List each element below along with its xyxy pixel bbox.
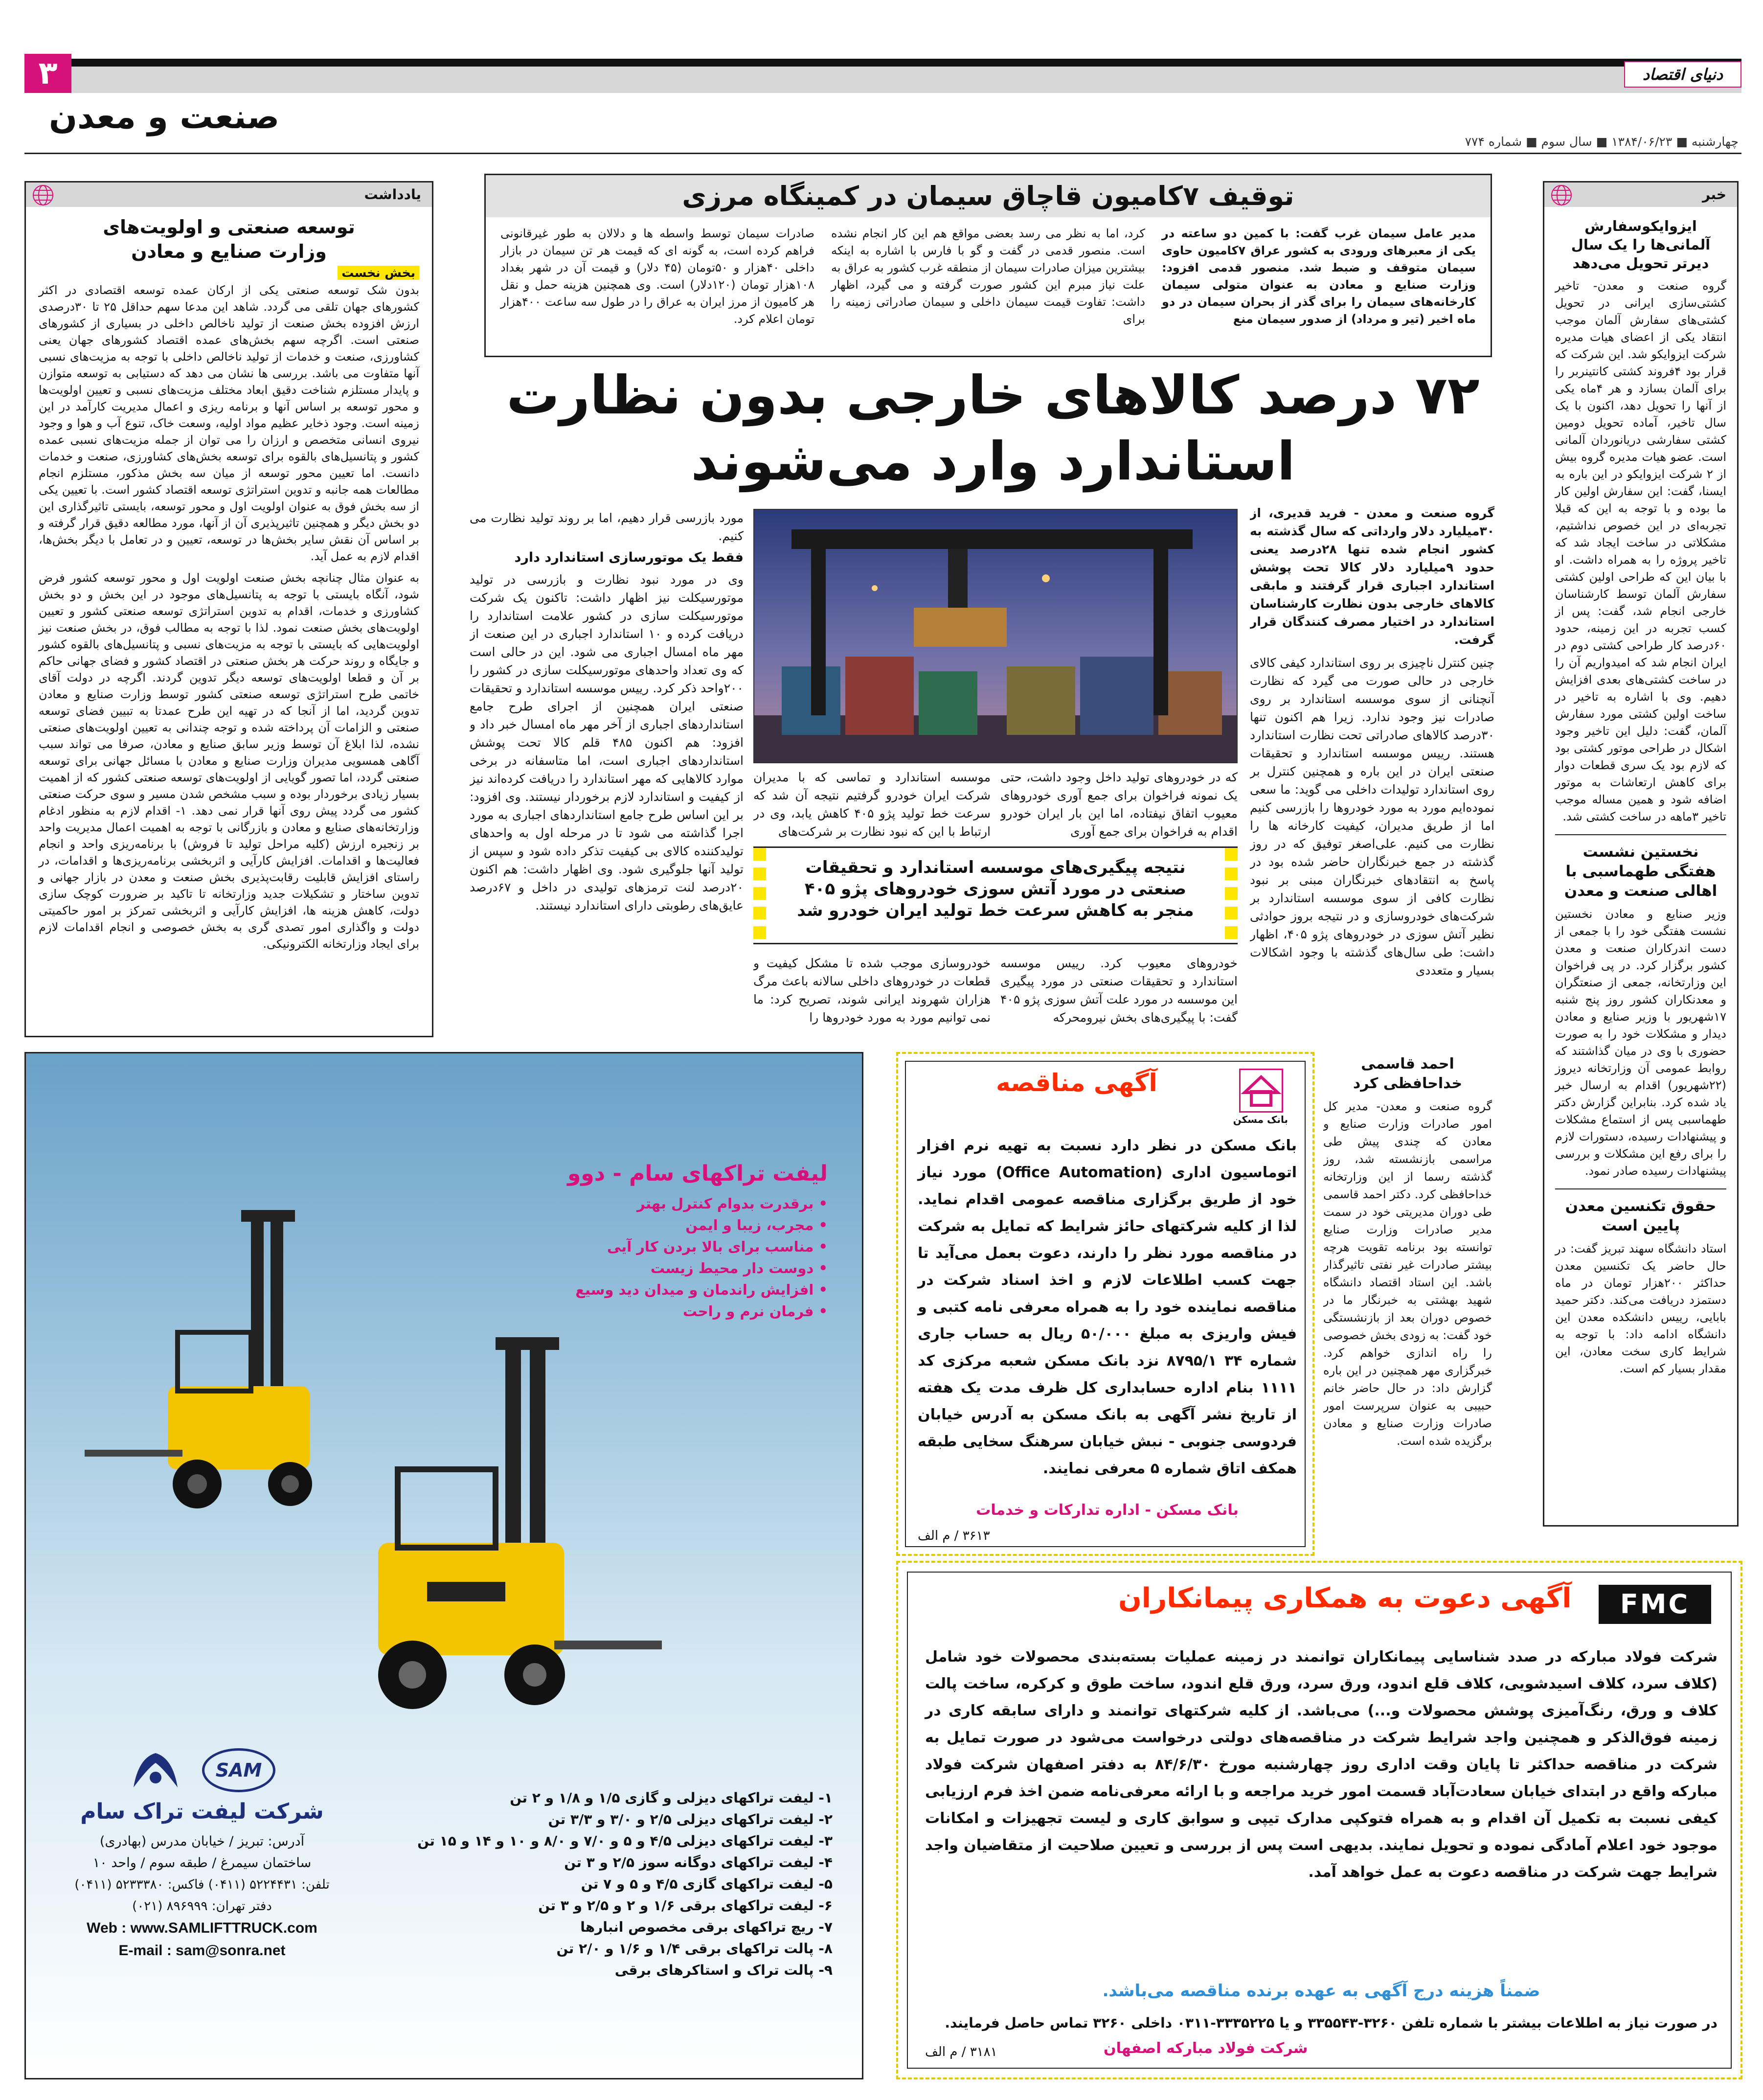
fmc-title: آگهی دعوت به همکاری پیمانکاران [1118,1582,1572,1614]
house-icon [1241,1070,1282,1111]
sam-email[interactable]: E-mail : sam@sonra.net [118,1942,286,1959]
fmc-code: ۳۱۸۱ / م الف [925,2045,997,2059]
product-item: ۴- لیفت تراکهای دوگانه سوز ۲/۵ و ۳ تن [564,1854,833,1871]
motorcycle-subhead: فقط یک موتورسازی استاندارد دارد [514,550,744,565]
main-lead: گروه صنعت و معدن - فرید قدیری، از ۳۰میلیارد دلار وارداتی که سال گذشته به کشور انجام شده تنها ۲۸درصد یعنی حدود ۹میلیارد دلار کالا تحت پوشش استاندارد اجباری قرار گرفتند و مابقی کالاهای خارجی بدون نظارت کارشناسان استاندارد در اختیار مصرف کنندگان قرار گرفت. [1250,506,1494,647]
sam-product-list [383,1787,833,1981]
fmc-signature: شرکت فولاد مبارکه اصفهان [1104,2040,1308,2057]
masthead-logo: دنیای اقتصاد [1624,61,1741,88]
feature-item: • مناسب برای بالا بردن کار آیی [567,1236,828,1257]
pull-quote-text: نتیجه پیگیری‌های موسسه استاندارد و تحقیقات صنعتی در مورد آتش سوزی خودروهای پژو ۴۰۵ منجر به کاهش سرعت خط تولید ایران خودرو شد [797,858,1194,920]
dateline: چهارشنبه ■ ۱۳۸۴/۰۶/۲۳ ■ سال سوم ■ شماره ۷۷۴ [1465,135,1739,149]
news-divider [1555,1188,1726,1189]
news-column [1543,181,1739,1527]
fmc-ad [896,1561,1742,2079]
main-col-b-body: وی در مورد نبود نظارت و بازرسی در تولید موتورسیکلت نیز اظهار داشت: تاکنون یک شرکت موتورسیکلت سازی در کشور علامت استاندارد را دریافت کرده و ۱۰ استاندارد اجباری در این صنعت از مهر ماه امسال اجباری می شود. این در حالی است که وی تعداد واحدهای موتورسیکلت سازی در کشور را ۲۰۰واحد ذکر کرد. رییس موسسه استاندارد و تحقیقات صنعتی ایران همچنین از اجرای طرح جامع استانداردهای اجباری از آخر مهر ماه امسال خبر داد و افزود: هم اکنون ۴۸۵ قلم کالا تحت پوشش استانداردهای اجباری است، اما متاسفانه در برخی موارد کالاهایی که مهر استاندارد را دریافت کرده‌اند نیز از کیفیت و استاندارد لازم برخوردار نیستند. وی افزود: بر این اساس طرح جامع استانداردهای اجباری به مورد اجرا گذاشته می شود تا در مرحله اول به واحدهای تولیدکننده کالای بی کیفیت تذکر داده شود و سپس از تولید آنها جلوگیری شود. وی اظهار داشت: هم اکنون ۲۰درصد لنت ترمزهای تولیدی در داخل و ۶۷درصد عایق‌های رطوبتی دارای استاندارد نیستند. [470,572,744,913]
main-col-c: که در خودروهای تولید داخل وجود داشت، حتی یک نمونه فراخوان برای جمع آوری خودروهای معیوب اتفاق نیفتاده، اما این بار ایران خودرو اقدام به فراخوان برای جمع آوری [1000,770,1238,839]
editorial-body-1: بدون شک توسعه صنعتی یکی از ارکان عمده توسعه اقتصادی در اکثر کشورهای جهان تلقی می گردد. شاهد این مدعا سهم حداقل ۲۵ تا ۳۰درصدی ارزش افزوده بخش صنعت از تولید ناخالص داخلی در بسیاری از کشورهای صنعتی است. اگرچه سهم بخش‌های عمده اقتصاد کشورهای جهان یعنی کشاورزی، صنعت و خدمات از تولید ناخالص داخلی با توجه به مزیت‌های نسبی آنها متفاوت می باشد. بررسی ها نشان می دهد که دستیابی به توسعه متوازن و پایدار مستلزم شناخت دقیق ابعاد مختلف مزیت‌های نسبی و تعیین اولویت‌ها و محور توسعه بر اساس آنها و برنامه ریزی و اعمال مدیریت کارآمد در این زمینه است. وجود ذخایر عظیم مواد اولیه، وسعت خاک، تنوع آب و هوا و وجود نیروی انسانی متخصص و ارزان را می توان از جمله مزیت‌های نسبی عمده کشور و پتانسیل‌های بالقوه برای توسعه بخش‌های کشاورزی، صنعت و خدمات دانست. اما تعیین محور توسعه از میان سه بخش مذکور، مستلزم انجام مطالعات همه جانبه و تدوین استراتژی توسعه اقتصاد کشور است. با تعیین یکی از سه بخش فوق به عنوان اولویت اول و محور توسعه، بایستی تاثیرگذاری این دو بخش دیگر و همچنین تاثیرپذیری آن از آنها، مورد مطالعه دقیق قرار گرفته و بر اساس آن نقش سایر بخش‌ها در توسعه، تعیین و در تعامل با دیگر بخش‌ها، اقدام لازم به عمل آید. [39,283,420,563]
fmc-body: شرکت فولاد مبارکه در صدد شناسایی پیمانکاران توانمند در زمینه عملیات بسته‌بندی محصولات خود شامل (کلاف سرد، کلاف اسیدشویی، کلاف قلع اندود، ورق سرد، ورق قلع اندود، ساخت طوق و کرکره، ساخت پالت کلاف و ورق، رنگ‌آمیزی پوشش محصولات و...) می‌باشد. از کلیه شرکتهای توانمند و دارای سابقه کاری در زمینه فوق‌الذکر و همچنین واجد شرایط شرکت در مناقصه‌های دولتی درخواست می‌شود در صورت تمایل به شرکت در مناقصه حداکثر تا پایان وقت اداری روز چهارشنبه مورخ ۸۴/۶/۳۰ به دفتر اصفهان شرکت فولاد مبارکه واقع در ابتدای خیابان سعادت‌آباد قسمت امور خرید مراجعه و با ارائه معرفی‌نامه ضمن اخذ فرم ارزیابی کیفی نسبت به تکمیل آن اقدام و به همراه فتوکپی مدارک تیپی و سوابق کاری و لیست تجهیزات و امکانات موجود خود اعلام آمادگی نموده و تحویل نمایند. بدیهی است پس از بررسی و تعیین صلاحیت از متقاضیان واجد شرایط جهت شرکت در مناقصه دعوت به عمل خواهد آمد. [925,1648,1718,1881]
news-tag-label: خبر [1702,186,1726,203]
news-3-body: استاد دانشگاه سهند تبریز گفت: در حال حاضر یک تکنسین معدن حداکثر ۲۰۰هزار تومان در ماه دستمزد دریافت می‌کند. دکتر حمید بابایی، رییس دانشکده معدن این دانشگاه ادامه داد: با توجه به شرایط کاری سخت معادن، این مقدار بسیار کم است. [1555,1242,1726,1375]
editorial-tag [26,183,432,207]
product-item: ۷- ریچ تراکهای برقی مخصوص انبارها [580,1919,833,1935]
tender-code: ۳۶۱۳ / م الف [918,1529,990,1543]
globe-icon [1550,184,1573,206]
editorial-body-2: به عنوان مثال چنانچه بخش صنعت اولویت اول و محور توسعه کشور فرض شود، آنگاه بایستی با توجه به پتانسیل‌های موجود در این بخش و دو بخش کشاورزی و خدمات، اقدام به تدوین استراتژی توسعه صنعتی کشور و تعیین اولویت‌های بخش صنعت نمود. لذا با توجه به مطالب فوق، در بخش صنعت نیز اولویت‌هایی که بایستی با توجه به مزیت‌های نسبی و پتانسیل‌های بالقوه کشور و جایگاه و روند حرکت هر بخش صنعتی در اقتصاد کشور و فضای جهانی حاکم بر آن و قطعا اولویت‌های توسعه دیگر تدوین گردند. اگرچه در دولت آقای خاتمی طرح استراتژی توسعه صنعتی کشور توسط وزارت صنایع و معادن تدوین گردید، اما از آنجا که در تهیه این طرح عمدتا به تبیین فضای توسعه صنعتی و الزامات آن پرداخته شده و توجه چندانی به تعیین اولویت‌های صنعتی نشده، لذا ابلاغ آن توسط وزیر سابق صنایع و معادن، صرفا می تواند سبب آگاهی همسویی مدیران وزارت صنایع و معادن با مسائل جهانی برای توسعه صنعتی گردد، اما تصور گویایی از اولویت‌های توسعه صنعتی کشور که از اهمیت بسیار زیادی برخوردار بوده و سبب مشخص شدن مسیر و سوی حرکت صنعتی کشور می گردد پیش روی آنها قرار نمی دهد. ۱- اقدام لازم به منظور ادغام وزارتخانه‌های صنایع و معادن و بازرگانی با توجه به اهمیت اعمال مدیریت واحد بر زنجیره ارزش (کلیه مراحل تولید تا فروش) با برنامه‌ریزی واحد و انجام فعالیت‌ها و اقدامات. افزایش کارآیی و اثربخشی برنامه‌ریزی‌ها و اقدامات، در راستای افزایش قابلیت رقابت‌پذیری بخش صنعت و معدن در بازار جهانی و تدوین ساختار و تشکیلات جدید وزارتخانه تا تاکید بر ضرورت کوچک سازی دولت، کاهش هزینه ها، افزایش کارآیی و اثربخشی تمرکز بر امور حاکمیتی دولت و واگذاری امور تصدی گری به بخش خصوصی و انجام اقدامات لازم برای ایجاد وزارتخانه الکترونیکی. [39,571,419,951]
tender-body: بانک مسکن در نظر دارد نسبت به تهیه نرم افزار اتوماسیون اداری (Office Automation) مورد نیاز خود از طریق برگزاری مناقصه عمومی اقدام نماید. لذا از کلیه شرکتهای حائز شرایط که تمایل به شرکت در مناقصه مورد نظر را دارند، دعوت بعمل می‌آید تا جهت کسب اطلاعات لازم و اخذ اسناد شرکت در مناقصه نماینده خود را به همراه معرفی نامه کتبی و فیش واریزی به مبلغ ۵۰/۰۰۰ ریال به حساب جاری شماره ۳۴ ۸۷۹۵/۱ نزد بانک مسکن شعبه مرکزی کد ۱۱۱۱ بنام اداره حسابداری کل ظرف مدت یک هفته از تاریخ نشر آگهی به بانک مسکن به آدرس خیابان فردوسی جنوبی - نبش خیابان سرهنگ سخایی طبقه همکف اتاق شماره ۵ معرفی نمایند. [918,1137,1297,1477]
globe-icon [32,184,54,206]
sam-company-block [70,1748,334,1962]
section-title: صنعت و معدن [49,98,280,137]
tender-signature: بانک مسکن - اداره تدارکات و خدمات [976,1502,1239,1519]
sam-tel: تلفن: ۵۲۲۴۴۳۱ (۰۴۱۱) فاکس: ۵۲۳۳۳۸۰ (۰۴۱۱) [74,1877,330,1892]
news-divider [1555,834,1726,835]
product-item: ۳- لیفت تراکهای دیزلی ۴/۵ و ۵ و ۷/۰ و ۸/۰ و ۱۰ و ۱۴ و ۱۵ تن [417,1833,833,1849]
daewoo-logo-icon [129,1748,182,1792]
feature-item: • مجرب، زیبا و ایمن [567,1214,828,1236]
sam-address-2: ساختمان سیمرغ / طبقه سوم / واحد ۱۰ [92,1855,312,1871]
main-col-a-body: چنین کنترل ناچیزی بر روی استاندارد کیفی کالای خارجی در حالی صورت می گیرد که نظارت آنچنانی از سوی موسسه استاندارد بر روی صادرات نیز وجود ندارد. زیرا هم اکنون تنها ۳۰درصد کالاهای صادراتی تحت نظارت استاندارد هستند. رییس موسسه استاندارد و تحقیقات صنعتی ایران در این باره و همچنین کنترل بر روی استاندارد تولیدات داخلی می گوید: ما سعی نموده‌ایم مورد به مورد خودروها را بازرسی کنیم اما از طریق مدیران، کیفیت کارخانه ها را نظارت می کنیم. علی‌اصغر توفیق که در روز گذشته در جمع خبرنگاران حاضر شده بود در پاسخ به انتقادهای خبرنگاران مبنی بر نبود نظارت کافی از سوی موسسه استاندارد بر شرکت‌های خودروسازی و در نتیجه بروز حوادثی نظیر آتش سوزی در خودروهای پژو ۴۰۵، اظهار داشت: طی سال‌های گذشته با وجود اشکالات بسیار و متعددی [1250,656,1494,978]
ghasemi-title-1: احمد قاسمی [1361,1055,1454,1073]
feature-item: • افزایش راندمان و میدان دید وسیع [567,1279,828,1301]
main-col-d: موسسه استاندارد و تماسی که با مدیران شرکت ایران خودرو گرفتیم نتیجه آن شد که سرعت خط تولید پژو ۴۰۵ کاهش یابد، وی در ارتباط با این که نبود نظارت بر شرکت‌های [753,770,991,839]
smuggling-story-box [484,174,1492,357]
tender-ad [896,1052,1314,1556]
news-3-title: حقوق تکنسین معدن پایین است [1565,1197,1717,1234]
editorial-title-2: وزارت صنایع و معادن [131,241,327,262]
fmc-contact: در صورت نیاز به اطلاعات بیشتر با شماره تلفن ۳۲۶۰-۳۳۵۵۴۳ و یا ۳۳۳۵۲۲۵-۰۳۱۱ داخلی ۳۲۶۰ تماس حاصل فرمایند. [945,2015,1718,2031]
editorial-title-1: توسعه صنعتی و اولویت‌های [103,216,355,238]
tender-title: آگهی مناقصه [996,1069,1157,1097]
product-item: ۵- لیفت تراکهای گازی ۴/۵ و ۵ و ۷ تن [581,1876,833,1892]
forklift-feature-list [567,1161,828,1322]
product-item: ۲- لیفت تراکهای دیزلی ۲/۵ و ۳/۰ و ۳/۳ تن [548,1811,833,1827]
ghasemi-title-2: خداحافظی کرد [1353,1075,1463,1092]
pull-quote-box [753,846,1238,944]
container-port-image [753,510,1237,763]
bank-name: بانک مسکن [1233,1114,1288,1125]
forklift-ad [24,1052,863,2079]
header-band [24,67,1741,93]
feature-item: • فرمان نرم و راحت [567,1301,828,1322]
sam-web[interactable]: Web : www.SAMLIFTTRUCK.com [87,1920,317,1936]
editorial-part-tag: بخش نخست [338,266,419,280]
main-col-b [470,509,744,1032]
main-headline-1: ۷۲ درصد کالاهای خارجی بدون نظارت [506,365,1480,426]
smuggling-col-2: کرد، اما به نظر می رسد بعضی مواقع هم این کار انجام نشده است. منصور قدمی در گفت و گو با فارس با اشاره به اینکه بیشترین میزان صادرات سیمان از منطقه غرب کشور به عراق به علت نیاز مبرم این کشور صورت گرفته و می گیرد، اظهار داشت: تفاوت قیمت سیمان داخلی و سیمان صادراتی زمینه را برای [831,227,1145,326]
fmc-logo: FMC [1599,1585,1711,1624]
yellow-stripes [1225,848,1238,943]
fmc-note: ضمناً هزینه درج آگهی به عهده برنده مناقصه می‌باشد. [1102,1981,1540,2001]
header-divider [24,153,1741,154]
product-item: ۸- پالت تراکهای برقی ۱/۴ و ۱/۶ و ۲/۰ تن [556,1940,833,1957]
sam-company-name: شرکت لیفت تراک سام [80,1799,324,1824]
header-rule [24,59,1741,67]
news-2-body: وزیر صنایع و معادن نخستین نشست هفتگی خود را با جمعی از دست اندرکاران صنعت و معدن کشور برگزار کرد. در پی فراخوان این وزارتخانه، جمعی از صنعتگران و معدنکاران کشور روز پنج شنبه ۱۷شهریور با وزیر صنایع و معادن دیدار و مشکلات خود را به صورت حضوری با وی در میان گذاشتند که روابط عمومی آن وزارتخانه دیروز (۲۲شهریور) اقدام به ارسال خبر یاد شده کرد. بنابراین گزارش دکتر طهماسبی پس از استماع مشکلات و پیشنهادات رسیده، دستورات لازم را برای رفع این مشکلات و بررسی پیشنهادات رسیده صادر نمود. [1555,907,1726,1178]
main-col-b-top: مورد بازرسی قرار دهیم، اما بر روند تولید نظارت می کنیم. [470,511,744,543]
feature-item: • برقدرت بدوام کنترل بهتر [567,1193,828,1214]
editorial-tag-label: یادداشت [364,186,421,203]
main-bottom-2: خودروسازی موجب شده تا مشکل کیفیت و قطعات در خودروهای داخلی سالانه باعث مرگ هزاران شهروند ایرانی شوند، تصریح کرد: ما نمی توانیم مورد به مورد خودروها را [753,956,991,1025]
sam-logo: SAM [202,1748,275,1792]
forklift-ad-title: لیفت تراکهای سام - دوو [567,1161,828,1186]
smuggling-col-1: مدیر عامل سیمان غرب گفت: با کمین دو ساعته در یکی از معبرهای ورودی به کشور عراق ۷کامیون حاوی سیمان متوقف و ضبط شد. منصور قدمی افزود: وزارت صنایع و معادن به عنوان متولی سیمان کارخانه‌های سیمان را برای گذر از بحران سیمان در دو ماه اخیر (تیر و مرداد) از صدور سیمان منع [1162,227,1476,326]
product-item: ۹- پالت تراک و استاکرهای برقی [614,1962,833,1978]
page-number: ۳ [24,54,71,93]
news-2-title: نخستین نشست هفتگی طهماسبی با اهالی صنعت و معدن [1564,843,1718,900]
smuggling-title: توقیف ۷کامیون قاچاق سیمان در کمینگاه مرزی [486,175,1491,217]
ghasemi-body: گروه صنعت و معدن- مدیر کل امور صادرات وزارت صنایع و معادن که چندی پیش طی مراسمی بازنشسته شد، روز گذشته رسما از این وزارتخانه خداحافظی کرد. دکتر احمد قاسمی طی دوران مدیریتی خود در سمت مدیر صادرات وزارت صنایع توانسته بود برنامه تقویت هرچه بیشتر صادرات غیر نفتی تاثیرگذار باشد. این استاد اقتصاد دانشگاه شهید بهشتی به خبرنگار ما در خصوص دوران بعد از بازنشستگی خود گفت: به زودی بخش خصوصی را راه اندازی خواهم کرد. خبرگزاری مهر همچنین در این باره گزارش داد: در حال حاضر خانم حبیبی به عنوان سرپرست امور صادرات وزارت صنایع و معادن برگزیده شده است. [1323,1099,1492,1448]
yellow-stripes [753,848,766,943]
sam-address-1: آدرس: تبریز / خیابان مدرس (بهادری) [99,1834,305,1849]
product-item: ۱- لیفت تراکهای دیزلی و گازی ۱/۵ و ۱/۸ و ۲ تن [510,1790,833,1806]
bank-maskan-logo [1239,1069,1283,1113]
sam-tehran-office: دفتر تهران: ۸۹۶۹۹۹ (۰۲۱) [132,1899,272,1914]
editorial-column [24,181,433,1037]
main-col-a [1250,504,1494,1027]
ghasemi-story [1323,1054,1492,1544]
news-column-tag [1544,183,1737,207]
main-headline-2: استاندارد وارد می‌شوند [691,431,1295,492]
smuggling-col-3: صادرات سیمان توسط واسطه ها و دلالان به طور غیرقانونی فراهم کرده است، به گونه ای که قیمت هر تن سیمان در بازار داخلی ۴۰هزار و ۵۰تومان (۴۵ دلار) و قیمت آن در شهر بغداد ۱۰۸هزار تومان (۱۲۰دلار) است. وی همچنین هزینه حمل و نقل هر کامیون از مرز ایران به عراق را در طول سه ساعت ۴۰۰هزار تومان اعلام کرد. [500,227,814,326]
news-1-title: ایزوایکوسفارش آلمانی‌ها را یک سال دیرتر تحویل می‌دهد [1571,218,1711,272]
feature-item: • دوست دار محیط زیست [567,1257,828,1279]
product-item: ۶- لیفت تراکهای برقی ۱/۶ و ۲ و ۲/۵ و ۳ تن [538,1897,833,1914]
port-photo [753,509,1238,763]
main-bottom-1: خودروهای معیوب کرد. رییس موسسه استاندارد و تحقیقات صنعتی در مورد پیگیری این موسسه در مورد علت آتش سوزی پژو ۴۰۵ گفت: با پیگیری‌های بخش نیرومحرکه [1000,956,1238,1025]
news-1-body: گروه صنعت و معدن- تاخیر کشتی‌سازی ایرانی در تحویل کشتی‌های سفارش آلمان موجب انتقاد یکی از اعضای هیات مدیره شرکت ایزوایکو شد. این شرکت که قرار بود ۴فروند کشتی کانتینربر را برای آلمان بسازد و هر ۴ماه یکی از آنها را تحویل دهد، اکنون با یک سال تاخیر، آماده تحویل دومین کشتی سفارشی دریانوردان آلمانی است. عضو هیات مدیره گروه بیش از ۲ شرکت ایزوایکو در این باره به ایسنا، گفت: این سفارش اولین کار ما بوده و با توجه به این که قبلا تجربه‌ای در این خصوص نداشتیم، مشکلاتی در ساخت ایجاد شد که تاخیر پروژه را به همراه داشت. او با بیان این که طراحی اولین کشتی سفارش آلمان توسط کارشناسان خارجی انجام شد، گفت: پس از کسب تجربه در این زمینه، حدود ۶۰درصد کار طراحی کشتی دوم در ایران انجام شد که امیدواریم آن را در ساخت کشتی‌های بعدی افزایش دهیم. وی با اشاره به تاخیر در ساخت اولین کشتی مورد سفارش آلمان، گفت: دلیل این تاخیر وجود اشکال در طراحی موتور کشتی بود که لازم بود یک سری قطعات دوار برای کاهش ارتعاشات به موتور اضافه شود و همین مساله موجب تاخیر ۳ماهه در ساخت کشتی شد. [1555,279,1726,823]
